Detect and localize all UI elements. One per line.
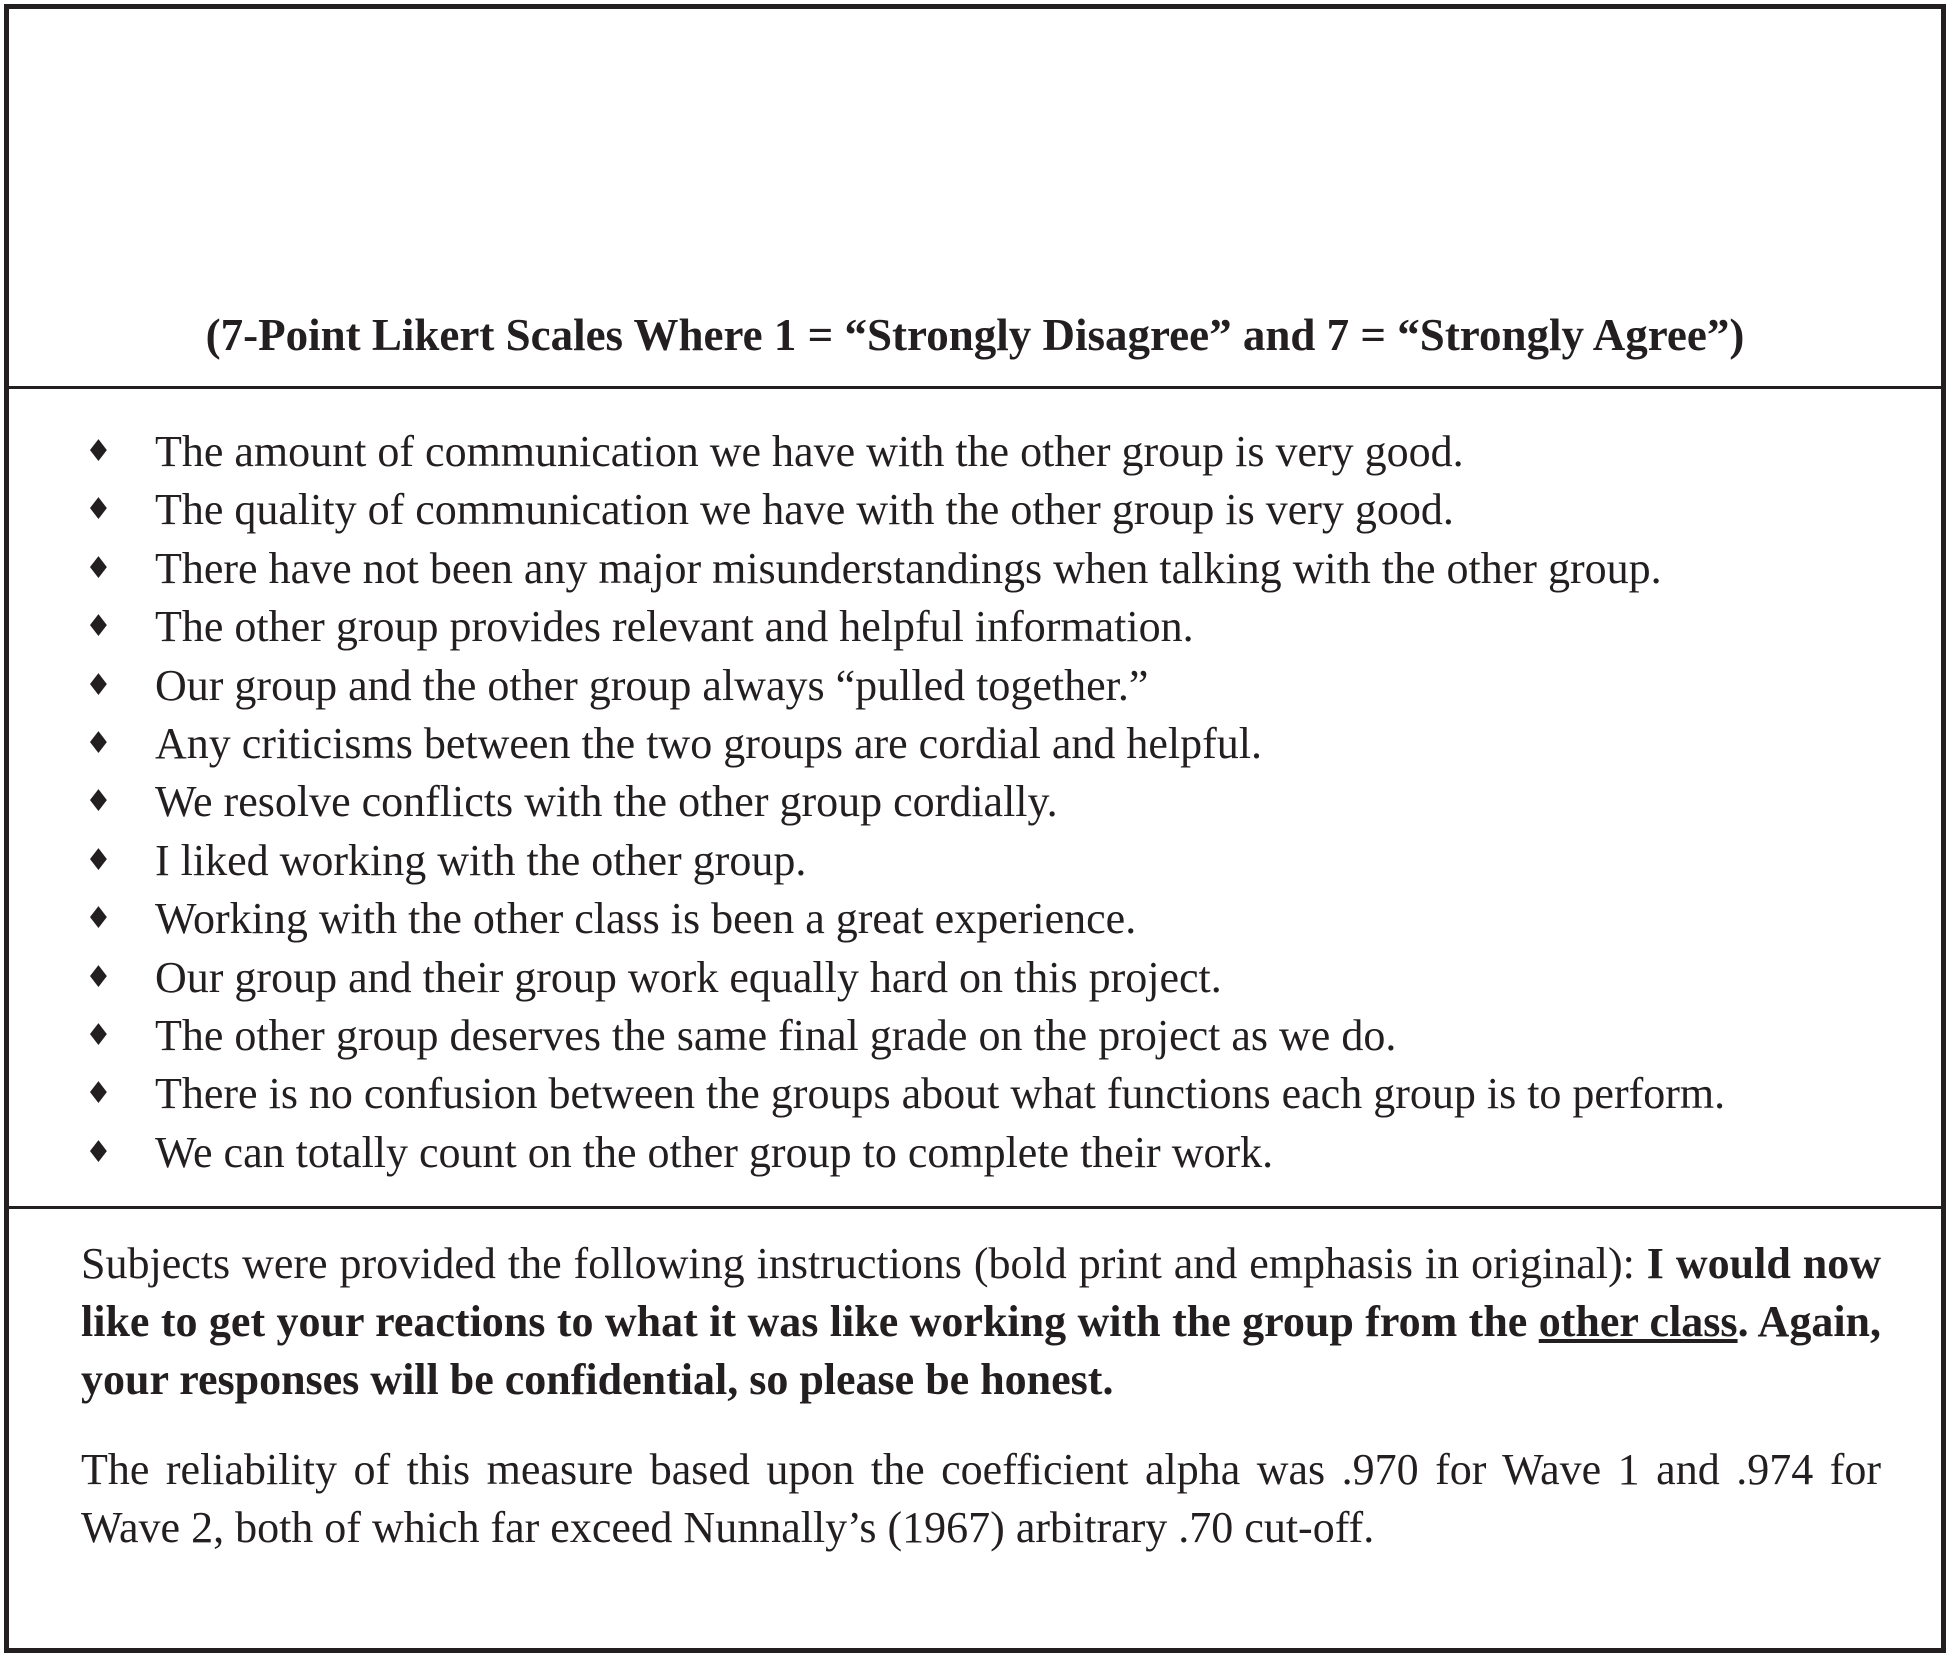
list-item [9, 423, 1941, 481]
diamond-bullet-icon: ♦ [85, 959, 112, 995]
item-text: There have not been any major misunderstandings when talking with the other group. [155, 543, 1662, 593]
scale-note: (7-Point Likert Scales Where 1 = “Strongly Disagree” and 7 = “Strongly Agree”) [205, 310, 1745, 360]
diamond-bullet-icon: ♦ [85, 609, 112, 645]
item-text: The other group deserves the same final grade on the project as we do. [155, 1010, 1397, 1060]
item-text: We can totally count on the other group to complete their work. [155, 1127, 1274, 1177]
diamond-bullet-icon: ♦ [85, 1134, 112, 1170]
item-text: We resolve conflicts with the other group cordially. [155, 777, 1058, 827]
list-item [9, 598, 1941, 656]
instructions-bold-text-end: . Again, your responses will be confidential, so please be honest. [81, 1297, 1882, 1404]
diamond-bullet-icon: ♦ [85, 434, 112, 469]
diamond-bullet-icon: ♦ [85, 842, 112, 878]
item-text: The other group provides relevant and helpful information. [155, 602, 1194, 652]
diamond-bullet-icon: ♦ [85, 725, 112, 761]
item-text: The quality of communication we have with the other group is very good. [155, 485, 1454, 535]
list-item [9, 832, 1941, 890]
notes-section [9, 1209, 1941, 1649]
item-text: I liked working with the other group. [155, 835, 807, 885]
list-item [9, 715, 1941, 773]
instructions-paragraph [81, 1235, 1881, 1409]
list-item [9, 773, 1941, 831]
diamond-bullet-icon: ♦ [85, 901, 112, 937]
list-item [9, 540, 1941, 598]
reliability-paragraph: The reliability of this measure based upon the coefficient alpha was .970 for Wave 1 and .974 for Wave 2, both of which far exceed Nunnally’s (1967) arbitrary .70 cut-off. [81, 1445, 1881, 1552]
list-item [9, 890, 1941, 948]
item-text: Any criticisms between the two groups are cordial and helpful. [155, 718, 1263, 768]
diamond-bullet-icon: ♦ [85, 784, 112, 820]
instructions-bold-text: I would now like to get your reactions to what it was like working with the group from the [81, 1239, 1881, 1346]
list-item [9, 481, 1941, 539]
list-item [9, 949, 1941, 1007]
table-frame [4, 4, 1946, 1653]
list-item [9, 1065, 1941, 1123]
table-header [9, 9, 1941, 389]
item-text: There is no confusion between the groups about what functions each group is to perform. [155, 1069, 1726, 1119]
item-text: Our group and their group work equally hard on this project. [155, 952, 1222, 1002]
list-item [9, 1124, 1941, 1182]
item-text: The amount of communication we have with the other group is very good. [155, 427, 1464, 476]
item-text: Our group and the other group always “pulled together.” [155, 660, 1149, 710]
diamond-bullet-icon: ♦ [85, 667, 112, 703]
instructions-underlined-text: other class [1538, 1297, 1738, 1346]
diamond-bullet-icon: ♦ [85, 1076, 112, 1112]
list-item [9, 657, 1941, 715]
items-section [9, 389, 1941, 1209]
item-text: Working with the other class is been a great experience. [155, 894, 1137, 944]
diamond-bullet-icon: ♦ [85, 550, 112, 586]
list-item [9, 1007, 1941, 1065]
diamond-bullet-icon: ♦ [85, 492, 112, 528]
instructions-intro: Subjects were provided the following instructions (bold print and emphasis in original): [81, 1239, 1647, 1288]
item-list [9, 423, 1941, 1182]
diamond-bullet-icon: ♦ [85, 1017, 112, 1053]
